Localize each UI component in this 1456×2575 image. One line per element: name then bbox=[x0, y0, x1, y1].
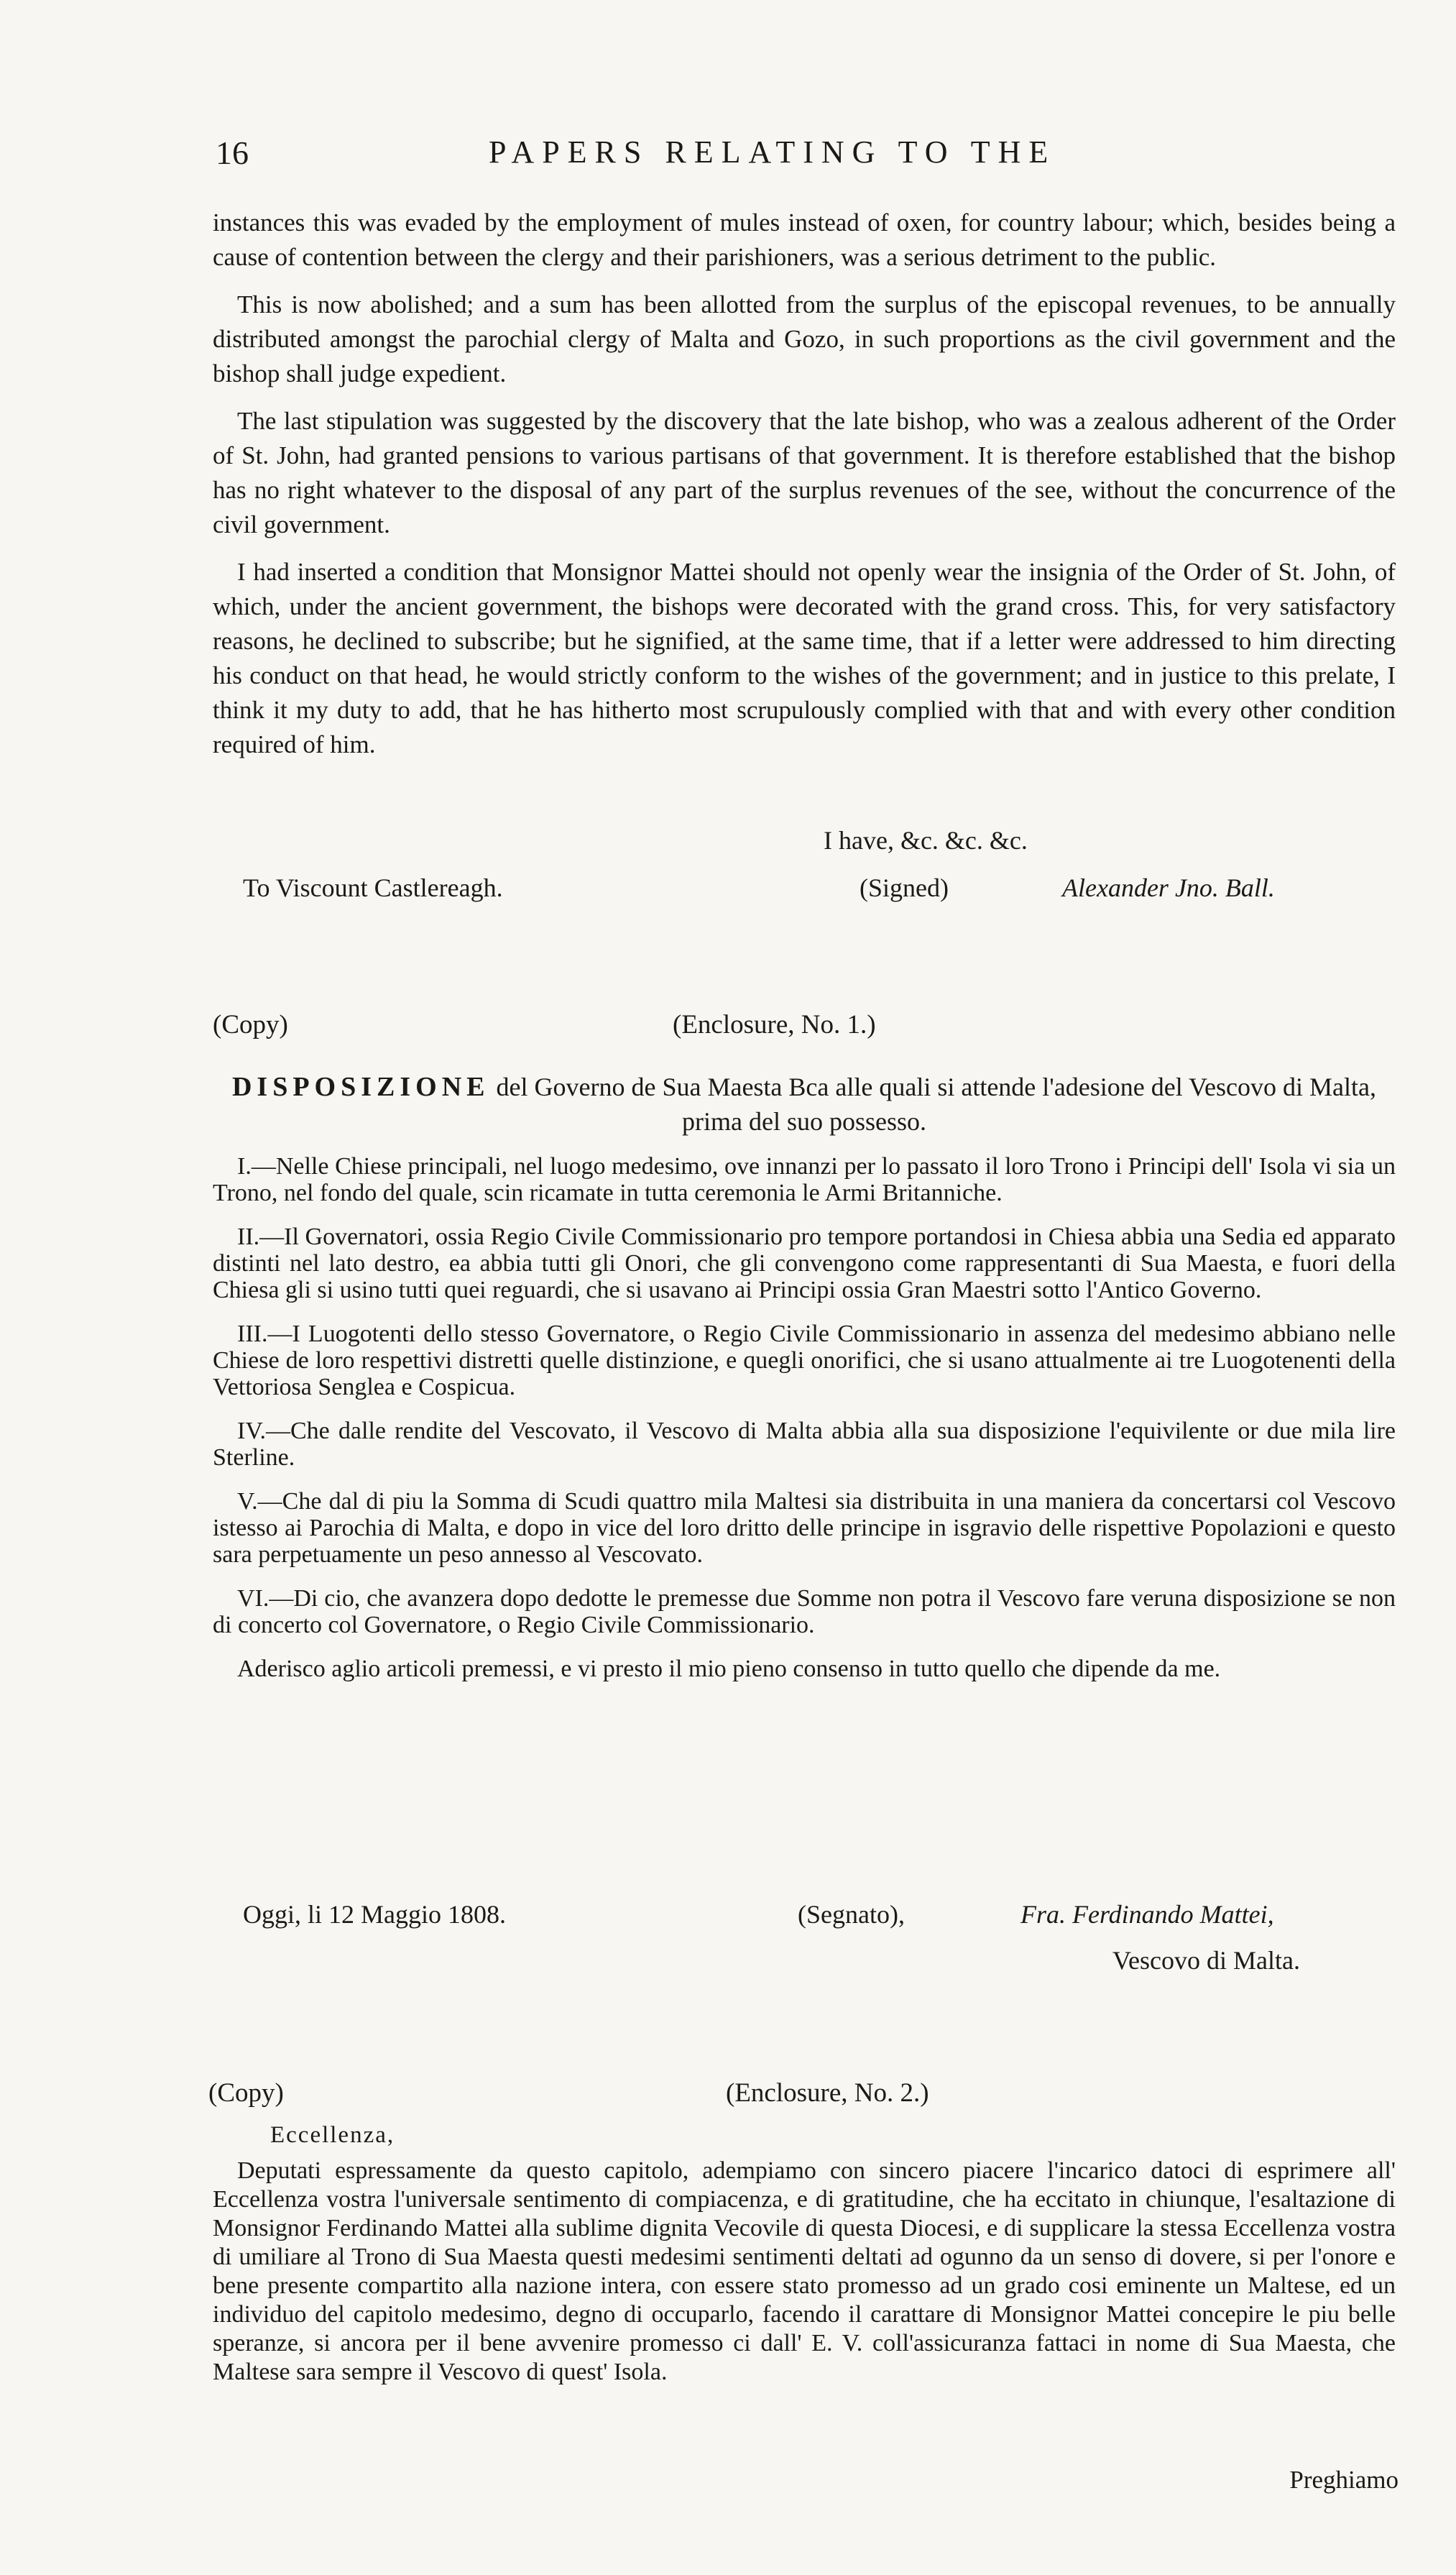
letter-addressee: To Viscount Castlereagh. bbox=[243, 873, 503, 902]
enclosure-1-signed-label: (Segnato), bbox=[798, 1900, 905, 1929]
letter-closing: I have, &c. &c. &c. bbox=[824, 826, 1028, 855]
enclosure-1-articles bbox=[213, 1153, 1396, 1699]
article: V.—Che dal di piu la Somma di Scudi quattro mila Maltesi sia distribuita in una maniera da concertarsi col Vescovo istesso ai Parochia di Malta, e dopo in vice del loro dritto delle principe in isgravio delle rispettive Popolazioni e questo sara perpetuamente un peso annesso al Vescovato. bbox=[213, 1488, 1396, 1568]
article: VI.—Di cio, che avanzera dopo dedotte le premesse due Somme non potra il Vescovo fare veruna disposizione se non di concerto col Governatore, o Regio Civile Commissionario. bbox=[213, 1585, 1396, 1638]
letter-signed-label: (Signed) bbox=[860, 873, 949, 902]
page-number: 16 bbox=[216, 134, 249, 171]
consent-paragraph: Aderisco aglio articoli premessi, e vi presto il mio pieno consenso in tutto quello che dipende da me. bbox=[237, 1656, 1221, 1682]
article: I.—Nelle Chiese principali, nel luogo medesimo, ove innanzi per lo passato il loro Trono i Principi dell' Isola vi sia un Trono, nel fondo del quale, scin ricamate in tutta ceremonia le Armi Britanniche. bbox=[213, 1153, 1396, 1206]
salutation: Eccellenza, bbox=[270, 2122, 395, 2148]
enclosure-1-signer-title: Vescovo di Malta. bbox=[1112, 1946, 1300, 1975]
enclosure-1-label: (Enclosure, No. 1.) bbox=[673, 1010, 876, 1039]
article: II.—Il Governatori, ossia Regio Civile Commissionario pro tempore portandosi in Chiesa abbia una Sedia ed apparato distinti nel lato destro, ea abbia tutti gli Onori, che gli convengono come rappresentanti di Sua Maesta, e fuori della Chiesa gli si usino tutti quei reguardi, che si usavano ai Principi ossia Gran Maestri sotto l'Antico Governo. bbox=[213, 1224, 1396, 1303]
letter-paragraph: The last stipulation was suggested by the discovery that the late bishop, who was a zealous adherent of the Order of St. John, had granted pensions to various partisans of that government. It is therefore established that the bishop has no right whatever to the disposal of any part of the surplus revenues of the see, without the concurrence of the civil government. bbox=[213, 407, 1396, 538]
enclosure-2-body bbox=[213, 2157, 1396, 2387]
letter-body bbox=[213, 206, 1396, 775]
enclosure-2-copy-label: (Copy) bbox=[208, 2078, 284, 2108]
enclosure-1-signer: Fra. Ferdinando Mattei, bbox=[1020, 1900, 1274, 1929]
article: III.—I Luogotenti dello stesso Governatore, o Regio Civile Commissionario in assenza del medesimo abbiano nelle Chiese de loro respettivi distretti quelle distinzione, e quegli onorifici, che si usano attualmente ai tre Luogotenenti della Vettoriosa Senglea e Cospicua. bbox=[213, 1321, 1396, 1400]
disposizione-subtitle: del Governo de Sua Maesta Bca alle quali si attende l'adesione del Vescovo di Malta, prima del suo possesso. bbox=[489, 1073, 1376, 1136]
article: IV.—Che dalle rendite del Vescovato, il Vescovo di Malta abbia alla sua disposizione l'equivilente or due mila lire Sterline. bbox=[213, 1418, 1396, 1471]
letter-signer: Alexander Jno. Ball. bbox=[1062, 873, 1275, 902]
enclosure-2-label: (Enclosure, No. 2.) bbox=[726, 2078, 929, 2108]
enclosure-2-paragraph: Deputati espressamente da questo capitolo, adempiamo con sincero piacere l'incarico datoci di esprimere all' Eccellenza vostra l'universale sentimento di compiacenza, e di gratitudine, che ha eccitato in chiunque, l'esaltazione di Monsignor Ferdinando Mattei alla sublime dignita Vecovile di questa Diocesi, e di supplicare la stessa Eccellenza vostra di umiliare al Trono di Sua Maesta questi medesimi sentimenti deltati ad ogunno da un senso di dovere, si per l'onore e bene presente compartito alla nazione intera, con essere stato promesso ad un grado cosi eminente un Maltese, ed un individuo del capitolo medesimo, degno di occuparlo, facendo il carattare di Monsignor Mattei concepire le piu belle speranze, si ancora per il bene avvenire promesso ci dall' E. V. coll'assicuranza fattaci in nome di Sua Maesta, che Maltese sara sempre il Vescovo di quest' Isola. bbox=[213, 2157, 1396, 2385]
running-title: PAPERS RELATING TO THE bbox=[489, 134, 1056, 170]
running-head bbox=[216, 134, 1394, 177]
disposizione-heading: DISPOSIZIONE bbox=[231, 1072, 490, 1102]
catchword: Preghiamo bbox=[1289, 2466, 1399, 2494]
letter-paragraph: This is now abolished; and a sum has been allotted from the surplus of the episcopal revenues, to be annually distributed amongst the parochial clergy of Malta and Gozo, in such proportions as the civil government and the bishop shall judge expedient. bbox=[213, 290, 1396, 387]
letter-paragraph: I had inserted a condition that Monsignor Mattei should not openly wear the insignia of the Order of St. John, of which, under the ancient government, the bishops were decorated with the grand cross. This, for very satisfactory reasons, he declined to subscribe; but he signified, at the same time, that if a letter were addressed to him directing his conduct on that head, he would strictly conform to the wishes of the government; and in justice to this prelate, I think it my duty to add, that he has hitherto most scrupulously complied with that and with every other condition required of him. bbox=[213, 558, 1396, 758]
enclosure-1-copy-label: (Copy) bbox=[213, 1010, 288, 1039]
letter-paragraph: instances this was evaded by the employment of mules instead of oxen, for country labour; which, besides being a cause of contention between the clergy and their parishioners, was a serious detriment to the public. bbox=[213, 208, 1396, 271]
disposizione-title bbox=[213, 1070, 1396, 1139]
enclosure-1-date: Oggi, li 12 Maggio 1808. bbox=[243, 1900, 506, 1929]
